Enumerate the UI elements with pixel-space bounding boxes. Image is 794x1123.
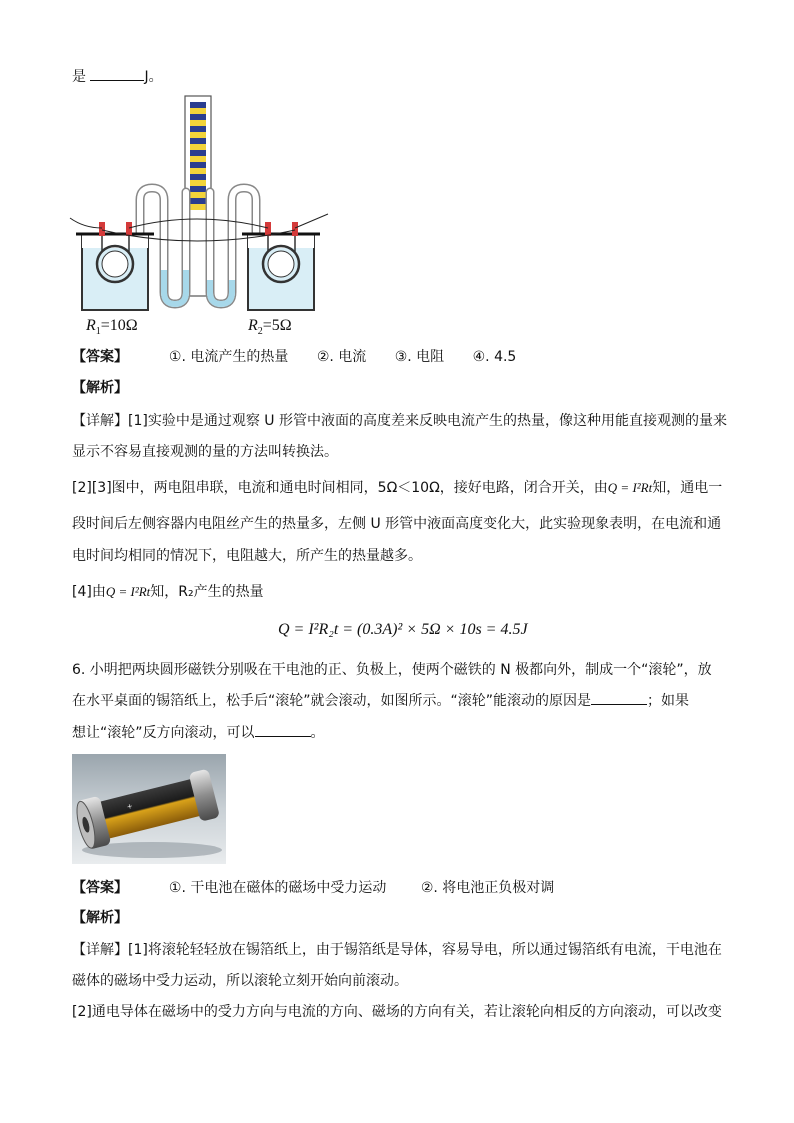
q5-detail-line-2: 显示不容易直接观测的量的方法叫转换法。 [72,444,338,460]
q6-detail-line-3: [2]通电导体在磁场中的受力方向与电流的方向、磁场的方向有关，若让滚轮向相反的方向滚动，可以改变 [72,1004,722,1020]
answer-blank [90,66,144,81]
q5-answer-line [72,347,540,367]
top-line [72,66,163,87]
q6-answer-line [72,878,578,898]
u-tube-figure [66,92,336,342]
q5-detail-line-1: 【详解】[1]实验中是通过观察 U 形管中液面的高度差来反映电流产生的热量，像这种用能直接观测的量来 [72,413,727,429]
q6-line-3: 想让“滚轮”反方向滚动，可以 。 [72,722,325,743]
q5-detail-line-3: [2][3]图中，两电阻串联，电流和通电时间相同，5Ω＜10Ω，接好电路，闭合开关，由Q = I²Rt知，通电一 [72,480,723,496]
q6-analysis-tag: 【解析】 [72,910,128,926]
q6-line-2: 在水平桌面的锡箔纸上，松手后“滚轮”就会滚动，如图所示。“滚轮”能滚动的原因是 ；如果 [72,690,689,711]
q5-answer-3: ③. 电阻 [394,349,445,365]
top-line-suffix: J。 [144,69,163,85]
q5-analysis-tag: 【解析】 [72,380,128,396]
q5-formula: Q = I²R₂t = (0.3A)² × 5Ω × 10s = 4.5J [278,621,528,638]
battery-photo [72,754,226,864]
q6-blank-1 [591,690,647,705]
battery-image [72,754,226,864]
answer-tag: 【答案】 [72,349,128,365]
q5-answer-1: ①. 电流产生的热量 [168,349,289,365]
q5-detail-line-5: 电时间均相同的情况下，电阻越大，所产生的热量越多。 [72,548,422,564]
q6-blank-2 [255,722,311,737]
q5-answer-2: ②. 电流 [316,349,367,365]
u-tube-diagram [66,92,336,342]
q6-detail-line-2: 磁体的磁场中受力运动，所以滚轮立刻开始向前滚动。 [72,973,408,989]
q6-answer-1: ①. 干电池在磁体的磁场中受力运动 [168,880,387,896]
answer-tag: 【答案】 [72,880,128,896]
q5-detail-line-4: 段时间后左侧容器内电阻丝产生的热量多，左侧 U 形管中液面高度变化大，此实验现象表明，在电流和通 [72,516,722,532]
label-r2: $R_2=5\Omega$ [248,317,292,338]
q5-detail-line-6: [4]由Q = I²Rt知，R₂产生的热量 [72,584,264,600]
q5-answer-4: ④. 4.5 [472,349,517,365]
svg-text:+: + [125,801,134,812]
q6-line-1: 6. 小明把两块圆形磁铁分别吸在干电池的正、负极上，使两个磁铁的 N 极都向外，制成一个“滚轮”，放 [72,662,712,678]
scale-marks [190,102,206,210]
q6-detail-line-1: 【详解】[1]将滚轮轻轻放在锡箔纸上，由于锡箔纸是导体，容易导电，所以通过锡箔纸有电流，干电池在 [72,942,722,958]
label-r1: $R_1=10\Omega$ [86,317,138,338]
q6-answer-2: ②. 将电池正负极对调 [420,880,555,896]
top-line-prefix: 是 [72,69,86,85]
